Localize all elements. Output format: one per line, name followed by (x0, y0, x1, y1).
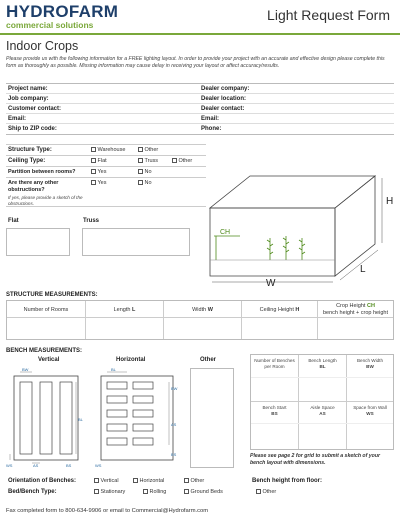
dealer-email-label: Email: (201, 116, 220, 122)
bench-count-header: Number of Benches per Room (254, 358, 295, 369)
obstruction-yes-label: Yes (97, 180, 107, 186)
contact-row (6, 114, 394, 124)
section-title: Indoor Crops (6, 39, 79, 53)
wall-space-text: Space from Wall (353, 405, 387, 410)
obstruction-row (6, 177, 206, 207)
width-header (164, 307, 241, 313)
orientation-section (6, 476, 396, 500)
warehouse-checkbox[interactable] (91, 147, 96, 152)
warehouse-label: Warehouse (97, 147, 126, 153)
grid-divider (251, 401, 393, 402)
bench-width-symbol: BW (366, 363, 374, 369)
stationary-label: Stationary (100, 489, 126, 495)
obstruction-note: If yes, please provide a sketch of the obstructions. (8, 195, 83, 206)
ceiling-other-option[interactable] (172, 158, 192, 164)
ground-beds-label: Ground Beds (190, 489, 223, 495)
grid-divider (251, 377, 393, 378)
orientation-horizontal-option[interactable] (133, 478, 164, 484)
phone-label: Phone: (201, 126, 222, 132)
truss-checkbox[interactable] (138, 158, 143, 163)
grid-divider (251, 423, 393, 424)
width-symbol: W (207, 307, 213, 313)
measure-divider (7, 317, 393, 318)
aisle-space-text: Aisle Space (310, 405, 335, 410)
bench-width-header (347, 358, 393, 369)
grid-divider (298, 355, 299, 449)
aisle-space-header (299, 405, 346, 416)
ground-beds-checkbox[interactable] (184, 489, 189, 494)
ceiling-type-row (6, 155, 206, 166)
vertical-bw-label: BW (22, 367, 29, 372)
rolling-checkbox[interactable] (143, 489, 148, 494)
contact-row (6, 104, 394, 114)
structure-other-checkbox[interactable] (138, 147, 143, 152)
horizontal-ws-label: WS (95, 463, 102, 468)
orientation-other-checkbox[interactable] (184, 478, 189, 483)
rooms-header: Number of Rooms (23, 307, 69, 313)
bench-width-text: Bench Width (356, 358, 384, 363)
bench-start-text: Bench Start (262, 405, 287, 410)
flat-option-label: Flat (97, 158, 107, 164)
page2-note: Please see page 2 for grid to submit a sketch of your bench layout with dimensions. (250, 453, 381, 466)
truss-option[interactable] (138, 158, 158, 164)
horizontal-bw-label: BW (171, 386, 178, 391)
vertical-bl-label: BL (78, 417, 83, 422)
height-other-checkbox[interactable] (256, 489, 261, 494)
customer-email-label: Email: (8, 116, 27, 122)
crop-symbol: CH (366, 303, 375, 309)
ceiling-other-checkbox[interactable] (172, 158, 177, 163)
height-other-label: Other (262, 489, 277, 495)
ship-zip-label: Ship to ZIP code: (8, 126, 57, 132)
bench-height-label: Bench height from floor: (252, 478, 322, 484)
crop-note: bench height + crop height (323, 309, 388, 316)
room-diagram (200, 168, 396, 288)
brand-tagline: commercial solutions (6, 20, 94, 30)
partition-yes-label: Yes (97, 169, 107, 175)
ceiling-symbol: H (295, 307, 300, 313)
structure-measurements-title: STRUCTURE MEASUREMENTS: (6, 292, 98, 298)
room-top-face (210, 176, 375, 208)
vertical-ws-label: WS (6, 463, 13, 468)
other-layout-box[interactable] (190, 368, 234, 468)
contact-row (6, 94, 394, 104)
bench-start-header (252, 405, 297, 416)
partition-no-checkbox[interactable] (138, 169, 143, 174)
structure-measurements-table (6, 300, 394, 340)
dealer-contact-label: Dealer contact: (201, 106, 245, 112)
obstruction-yes-checkbox[interactable] (91, 180, 96, 185)
structure-other-option[interactable] (138, 147, 158, 153)
ground-beds-option[interactable] (184, 489, 223, 495)
intro-text: Please provide us with the following information for a FREE lighting layout. In order to provide your project with an accurate and effective design please complete this form as thoroughly as possible. Missing information may cause delay in receiving your layout or affect accuracy/results. (6, 56, 385, 70)
bench-start-symbol: BS (271, 410, 278, 416)
partition-yes-option[interactable] (91, 169, 106, 175)
structure-other-label: Other (144, 147, 159, 153)
obstruction-no-checkbox[interactable] (138, 180, 143, 185)
customer-contact-label: Customer contact: (8, 106, 62, 112)
bench-grid (250, 354, 394, 450)
orientation-horizontal-checkbox[interactable] (133, 478, 138, 483)
warehouse-option[interactable] (91, 147, 125, 153)
structure-options (6, 144, 206, 208)
flat-checkbox[interactable] (91, 158, 96, 163)
contact-row (6, 84, 394, 94)
rolling-label: Rolling (149, 489, 167, 495)
truss-sketch-label: Truss (83, 218, 100, 224)
dealer-location-label: Dealer location: (201, 96, 247, 102)
partition-no-label: No (144, 169, 152, 175)
project-name-label: Project name: (8, 86, 48, 92)
height-label: H (386, 196, 394, 207)
partition-label: Partition between rooms? (8, 169, 76, 175)
horizontal-bl-label: BL (111, 367, 116, 372)
ceiling-header (242, 307, 317, 313)
orientation-vertical-option[interactable] (94, 478, 119, 484)
bench-length-header (299, 358, 346, 369)
stationary-checkbox[interactable] (94, 489, 99, 494)
orientation-other-option[interactable] (184, 478, 204, 484)
bench-length-symbol: BL (319, 363, 326, 369)
length-dimension-line (340, 250, 378, 280)
partition-row (6, 166, 206, 177)
ceiling-type-label: Ceiling Type: (8, 158, 46, 164)
footer-contact: Fax completed form to 800-634-9906 or email to Commercial@Hydrofarm.com (6, 508, 209, 514)
horizontal-as-label: AS (171, 422, 177, 427)
vertical-as-label: AS (33, 463, 39, 468)
flat-sketch-box[interactable] (6, 228, 70, 256)
contact-table (6, 83, 394, 135)
vertical-bs-label: BS (66, 463, 72, 468)
crop-header-text: Crop Height (336, 303, 366, 309)
horizontal-bs-label: BS (171, 452, 177, 457)
flat-option[interactable] (91, 158, 107, 164)
horizontal-heading: Horizontal (116, 357, 146, 363)
job-company-label: Job company: (8, 96, 49, 102)
vertical-bench-diagram (6, 366, 88, 468)
width-header-text: Width (192, 307, 207, 313)
orientation-vertical-label: Vertical (100, 478, 119, 484)
plants-icon (214, 236, 305, 260)
ceiling-header-text: Ceiling Height (259, 307, 294, 313)
aisle-space-symbol: AS (319, 410, 326, 416)
dealer-company-label: Dealer company: (201, 86, 250, 92)
stationary-option[interactable] (94, 489, 125, 495)
orientation-horizontal-label: Horizontal (139, 478, 165, 484)
bench-length-text: Bench Length (308, 358, 337, 363)
length-header (86, 307, 163, 313)
partition-no-option[interactable] (138, 169, 152, 175)
obstruction-yes-option[interactable] (91, 180, 106, 186)
width-label: W (266, 278, 276, 288)
obstruction-no-label: No (144, 180, 152, 186)
room-side-face (335, 176, 375, 276)
length-label: L (360, 264, 366, 275)
horizontal-bench-diagram (93, 366, 183, 468)
orientation-vertical-checkbox[interactable] (94, 478, 99, 483)
ceiling-other-label: Other (178, 158, 193, 164)
orientation-other-label: Other (190, 478, 205, 484)
height-other-option[interactable] (256, 489, 276, 495)
crop-header (318, 303, 393, 316)
vertical-heading: Vertical (38, 357, 60, 363)
structure-type-label: Structure Type: (8, 147, 52, 153)
truss-sketch-box[interactable] (82, 228, 190, 256)
header-divider (0, 33, 400, 35)
orientation-label: Orientation of Benches: (8, 478, 77, 484)
contact-row (6, 124, 394, 134)
wall-space-symbol: WS (366, 410, 374, 416)
obstruction-no-option[interactable] (138, 180, 152, 186)
flat-sketch-label: Flat (8, 218, 19, 224)
wall-space-header (347, 405, 393, 416)
partition-yes-checkbox[interactable] (91, 169, 96, 174)
form-title: Light Request Form (267, 7, 390, 23)
truss-option-label: Truss (144, 158, 159, 164)
rolling-option[interactable] (143, 489, 166, 495)
brand-logo: HYDROFARM (6, 2, 119, 21)
room-front-face (210, 208, 335, 276)
length-header-text: Length (113, 307, 131, 313)
bench-measurements-title: BENCH MEASUREMENTS: (6, 348, 83, 354)
bed-type-label: Bed/Bench Type: (8, 489, 57, 495)
crop-height-label: CH (220, 229, 231, 236)
length-symbol: L (131, 307, 136, 313)
obstruction-label: Are there any other obstructions? (8, 180, 59, 193)
other-heading: Other (200, 357, 217, 363)
grid-divider (346, 355, 347, 449)
structure-type-row (6, 144, 206, 155)
